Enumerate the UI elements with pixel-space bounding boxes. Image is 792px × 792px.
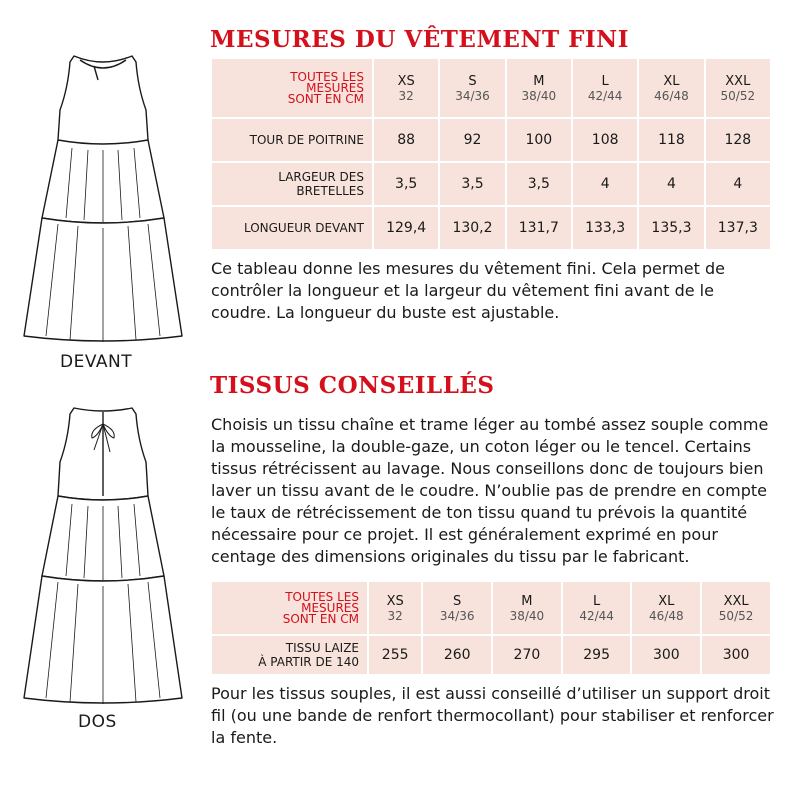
cell: 137,3	[706, 207, 770, 249]
table-row	[212, 636, 770, 674]
measures-title: MESURES DU VÊTEMENT FINI	[210, 26, 629, 53]
cell: 3,5	[374, 163, 438, 205]
cell: 4	[573, 163, 637, 205]
size-header: M 38/40	[507, 59, 571, 117]
size-header: XS 32	[369, 582, 421, 634]
size-header: XXL 50/52	[702, 582, 770, 634]
size-header: XL 46/48	[632, 582, 700, 634]
table-row	[212, 119, 770, 161]
cell: 255	[369, 636, 421, 674]
cell: 133,3	[573, 207, 637, 249]
measures-table	[210, 57, 772, 251]
back-caption: DOS	[78, 712, 117, 732]
cell: 260	[423, 636, 491, 674]
row-label: TOUR DE POITRINE	[212, 119, 372, 161]
cell: 3,5	[507, 163, 571, 205]
cell: 108	[573, 119, 637, 161]
cell: 131,7	[507, 207, 571, 249]
fabrics-intro: Choisis un tissu chaîne et trame léger au tombé assez souple comme la mousseline, la double-gaze, un coton léger ou le tencel. Certains tissus rétrécissent au lavage. Nous conseillons donc de toujours bien laver un tissu avant de le coudre. N’oublie pas de prendre en compte le taux de rétrécissement de ton tissu quand tu prévois la quantité nécessaire pour ce projet. Il est généralement exprimé en pour centage des dimensions originales du tissu par le fabricant.	[211, 415, 769, 566]
front-caption: DEVANT	[60, 352, 133, 372]
cell: 128	[706, 119, 770, 161]
table-row	[212, 207, 770, 249]
row-label: TISSU LAIZE À PARTIR DE 140	[212, 636, 367, 674]
size-header: S 34/36	[440, 59, 504, 117]
dress-front-illustration	[18, 48, 188, 348]
row-label: LARGEUR DES BRETELLES	[212, 163, 372, 205]
cell: 300	[702, 636, 770, 674]
cell: 300	[632, 636, 700, 674]
size-header: L 42/44	[563, 582, 631, 634]
unit-label: TOUTES LES MESURES SONT EN CM	[212, 582, 367, 634]
size-header: S 34/36	[423, 582, 491, 634]
unit-label: TOUTES LES MESURES SONT EN CM	[212, 59, 372, 117]
size-header: L 42/44	[573, 59, 637, 117]
cell: 92	[440, 119, 504, 161]
fabrics-title: TISSUS CONSEILLÉS	[210, 372, 495, 399]
fabrics-note: Pour les tissus souples, il est aussi conseillé d’utiliser un support droit fil (ou une bande de renfort thermocollant) pour stabiliser et renforcer la fente.	[211, 684, 774, 747]
dress-back-illustration	[18, 400, 188, 710]
size-header: M 38/40	[493, 582, 561, 634]
cell: 130,2	[440, 207, 504, 249]
cell: 270	[493, 636, 561, 674]
cell: 129,4	[374, 207, 438, 249]
fabrics-size-row	[212, 582, 770, 634]
cell: 135,3	[639, 207, 703, 249]
cell: 3,5	[440, 163, 504, 205]
cell: 295	[563, 636, 631, 674]
cell: 4	[639, 163, 703, 205]
cell: 4	[706, 163, 770, 205]
measures-note: Ce tableau donne les mesures du vêtement fini. Cela permet de contrôler la longueur et la largeur du vêtement fini avant de le coudre. La longueur du buste est ajustable.	[211, 259, 725, 322]
measures-size-row	[212, 59, 770, 117]
row-label: LONGUEUR DEVANT	[212, 207, 372, 249]
cell: 88	[374, 119, 438, 161]
fabrics-table	[210, 580, 772, 676]
table-row	[212, 163, 770, 205]
cell: 118	[639, 119, 703, 161]
size-header: XS 32	[374, 59, 438, 117]
cell: 100	[507, 119, 571, 161]
size-header: XXL 50/52	[706, 59, 770, 117]
size-header: XL 46/48	[639, 59, 703, 117]
